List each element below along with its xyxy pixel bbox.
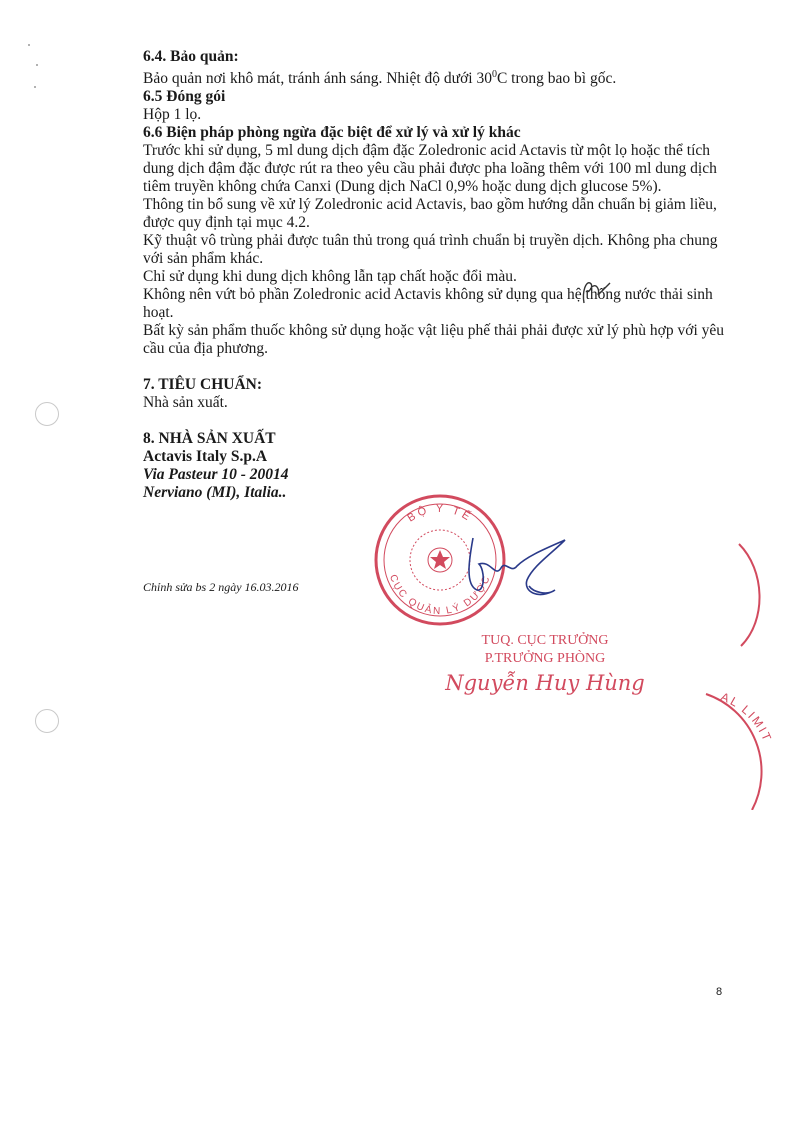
manufacturer-address-line-2: Nerviano (MI), Italia..: [143, 484, 287, 502]
paragraph: Kỹ thuật vô trùng phải được tuân thủ trong quá trình chuẩn bị truyền dịch. Không pha chung với sản phẩm khác.: [143, 232, 718, 268]
section-6-5-text: Hộp 1 lọ.: [143, 106, 202, 124]
partial-stamp-arc: [735, 540, 775, 650]
paragraph: Chỉ sử dụng khi dung dịch không lẫn tạp chất hoặc đổi màu.: [143, 268, 517, 286]
handwritten-initial: [578, 277, 612, 307]
partial-company-stamp: [700, 690, 800, 810]
speck: [36, 64, 38, 66]
revision-note: Chỉnh sửa bs 2 ngày 16.03.2016: [143, 580, 299, 594]
paragraph: Không nên vứt bỏ phần Zoledronic acid Actavis không sử dụng qua hệ thống nước thải sinh hoạt.: [143, 286, 713, 322]
section-6-4-text: Bảo quản nơi khô mát, tránh ánh sáng. Nhiệt độ dưới $30^0C$ trong bao bì gốc.: [143, 69, 617, 88]
signatory-title-2: P.TRƯỞNG PHÒNG: [484, 651, 606, 666]
section-7-title: 7. TIÊU CHUẨN:: [143, 376, 262, 394]
section-6-4-title: 6.4. Bảo quản:: [143, 48, 239, 65]
manufacturer-address-line-1: Via Pasteur 10 - 20014: [143, 466, 289, 484]
handwritten-signature: [455, 530, 585, 610]
svg-text:CỤC QUẢN LÝ DƯỢC: CỤC QUẢN LÝ DƯỢC: [386, 573, 494, 618]
section-6-5-title: 6.5 Đóng gói: [143, 88, 226, 106]
manufacturer-name: Actavis Italy S.p.A: [143, 448, 268, 466]
paragraph: Thông tin bổ sung về xử lý Zoledronic acid Actavis, bao gồm hướng dẫn chuẩn bị giảm liều, được quy định tại mục 4.2.: [143, 196, 717, 232]
signatory-name: Nguyễn Huy Hùng: [445, 671, 645, 695]
speck: [28, 44, 30, 46]
svg-text:AL LIMIT: AL LIMIT: [718, 690, 775, 745]
document-body: [143, 48, 733, 502]
binder-hole: [35, 402, 59, 426]
binder-hole: [35, 709, 59, 733]
signatory-block: [440, 632, 650, 695]
paragraph: Trước khi sử dụng, 5 ml dung dịch đậm đặc Zoledronic acid Actavis từ một lọ hoặc thể tích dung dịch đậm đặc được rút ra theo yêu cầu phải được pha loãng thêm với 100 ml dung dịch tiêm truyền không chứa Canxi (Dung dịch NaCl 0,9% hoặc dung dịch glucose 5%).: [143, 142, 717, 196]
page-number: 8: [716, 986, 723, 998]
section-6-6-title: 6.6 Biện pháp phòng ngừa đặc biệt để xử lý và xử lý khác: [143, 124, 521, 142]
paragraph: Bất kỳ sản phẩm thuốc không sử dụng hoặc vật liệu phế thải phải được xử lý phù hợp với yêu cầu của địa phương.: [143, 322, 725, 358]
speck: [34, 86, 36, 88]
signatory-title-1: TUQ. CỤC TRƯỞNG: [481, 633, 609, 648]
section-7-text: Nhà sản xuất.: [143, 394, 228, 412]
section-8-title: 8. NHÀ SẢN XUẤT: [143, 430, 276, 448]
svg-text:BỘ Y TẾ: BỘ Y TẾ: [405, 502, 475, 525]
